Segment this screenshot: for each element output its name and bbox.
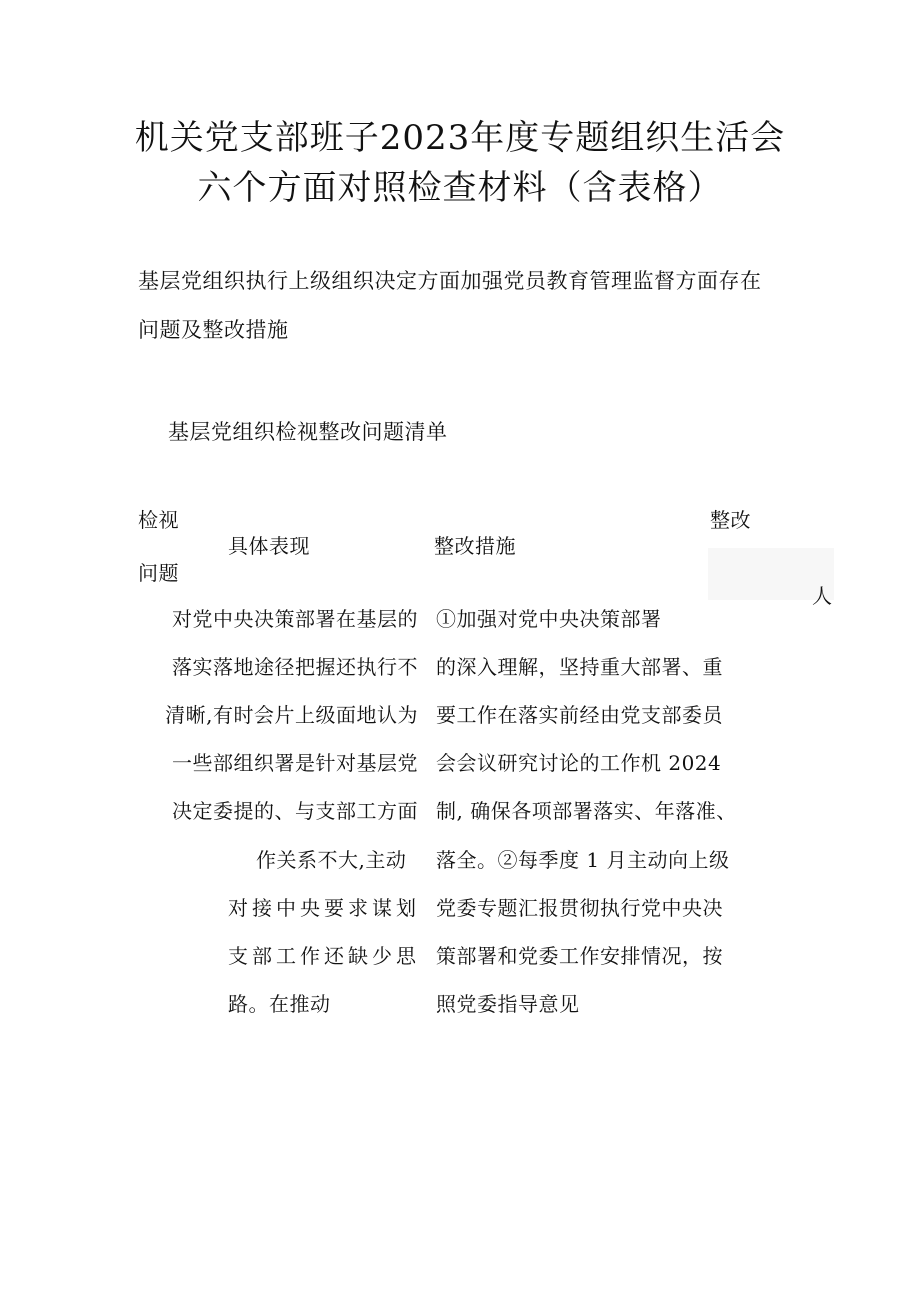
measure-line: 策部署和党委工作安排情况，按: [436, 944, 723, 968]
performance-line: 作关系不大,主动: [256, 848, 407, 872]
measure-line: 落全。②每季度 1 月主动向上级: [436, 848, 730, 872]
list-title: 基层党组织检视整改问题清单: [168, 420, 448, 444]
measure-line: ①加强对党中央决策部署: [436, 607, 662, 631]
measure-line: 照党委指导意见: [436, 992, 580, 1016]
performance-line: 路。在推动: [228, 992, 331, 1016]
measure-line: 的深入理解，坚持重大部署、重: [436, 655, 723, 679]
header-performance: 具体表现: [228, 534, 310, 558]
performance-line: 清晰,有时会片上级面地认为: [165, 703, 418, 727]
performance-line: 落实落地途径把握还执行不: [172, 655, 418, 679]
section-heading-line1: 基层党组织执行上级组织决定方面加强党员教育管理监督方面存在: [138, 269, 762, 293]
performance-line: 对接中央要求谋划: [228, 896, 420, 920]
document-title-line1: 机关党支部班子2023年度专题组织生活会: [134, 118, 786, 158]
document-title-line2: 六个方面对照检查材料（含表格）: [197, 168, 723, 208]
performance-line: 对党中央决策部署在基层的: [172, 607, 418, 631]
header-person: 人: [812, 584, 833, 608]
measure-line: 党委专题汇报贯彻执行党中央决: [436, 896, 723, 920]
performance-line: 决定委提的、与支部工方面: [172, 799, 418, 823]
measure-line: 会会议研究讨论的工作机 2024: [436, 751, 722, 775]
section-heading-line2: 问题及整改措施: [138, 318, 289, 342]
header-inspection-line2: 问题: [138, 561, 179, 585]
performance-line: 支部工作还缺少思: [228, 944, 420, 968]
performance-line: 一些部组织署是针对基层党: [172, 751, 418, 775]
measure-line: 制, 确保各项部署落实、年落准、: [436, 799, 737, 823]
measure-line: 要工作在落实前经由党支部委员: [436, 703, 723, 727]
header-measures: 整改措施: [434, 534, 516, 558]
header-deadline-line1: 整改: [710, 508, 751, 532]
header-inspection-line1: 检视: [138, 508, 179, 532]
